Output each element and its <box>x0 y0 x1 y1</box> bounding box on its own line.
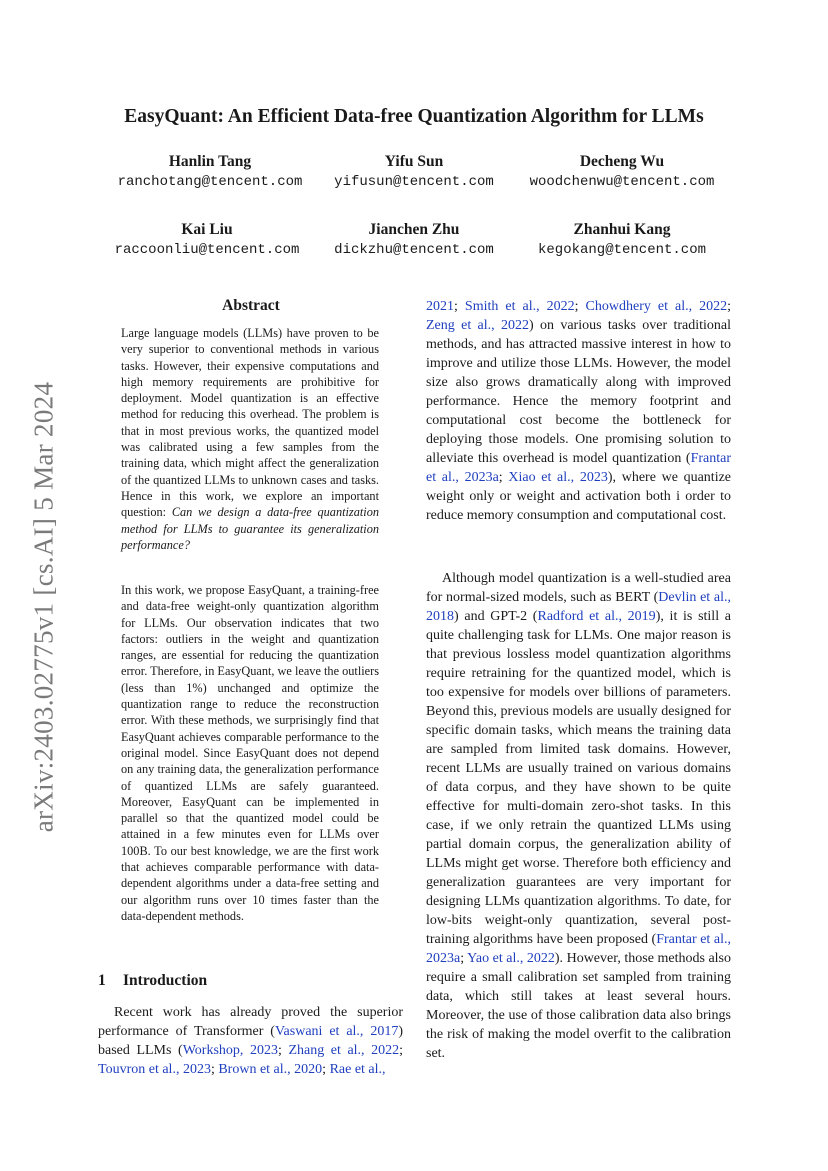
citation-link[interactable]: Xiao et al., 2023 <box>508 470 608 485</box>
citation-link[interactable]: Yao et al., 2022 <box>467 951 555 966</box>
section-number: 1 <box>98 972 106 989</box>
author-block <box>492 152 752 192</box>
abstract-paragraph-1 <box>121 325 379 553</box>
section-title: Introduction <box>123 972 208 989</box>
citation-link[interactable]: Zeng et al., 2022 <box>426 318 529 333</box>
citation-link[interactable]: Devlin et al., 2018 <box>426 590 731 624</box>
citation-link[interactable]: Chowdhery et al., 2022 <box>585 299 728 314</box>
citation-link[interactable]: Zhang et al., 2022 <box>288 1043 400 1058</box>
abstract-question: Can we design a data-free quantization method for LLMs to guarantee its generalization performance? <box>121 505 379 552</box>
citation-link[interactable]: Rae et al., <box>329 1062 386 1077</box>
author-email[interactable]: raccoonliu@tencent.com <box>114 242 300 258</box>
citation-link[interactable]: Brown et al., 2020 <box>218 1062 323 1077</box>
author-name: Yifu Sun <box>384 153 444 170</box>
author-name: Jianchen Zhu <box>368 221 460 238</box>
abstract-paragraph-2 <box>121 582 379 924</box>
abstract-heading: Abstract <box>222 297 280 314</box>
citation-link[interactable]: Touvron et al., 2023 <box>98 1062 211 1077</box>
section-heading <box>98 972 207 990</box>
author-email[interactable]: yifusun@tencent.com <box>334 174 494 190</box>
citation-link[interactable]: Smith et al., 2022 <box>464 299 575 314</box>
citation-link[interactable]: 2021 <box>426 299 454 314</box>
intro-right-paragraph-1: 2021; Smith et al., 2022; Chowdhery et al., 2022; Zeng et al., 2022) on various tasks over traditional methods, and has attracted massive interest in how to improve and utilize those LLMs. However, the model size also grows dramatically along with improved performance. Hence the memory footprint and computational cost become the bottleneck for deploying those models. One promising solution to alleviate this overhead is model quantization (Frantar et al., 2023a; Xiao et al., 2023), where we quantize weight only or weight and activation both i order to reduce memory consumption and computational cost. <box>426 299 732 523</box>
citation-link[interactable]: Frantar et al., 2023a <box>426 932 731 966</box>
citation-link[interactable]: Vaswani et al., 2017 <box>274 1024 399 1039</box>
citation-link[interactable]: Frantar et al., 2023a <box>426 451 731 485</box>
intro-left-column: Recent work has already proved the superior performance of Transformer (Vaswani et al., 2017) based LLMs (Workshop, 2023; Zhang et al., 2022; Touvron et al., 2023; Brown et al., 2020; Rae et al., <box>98 1005 404 1077</box>
citation-link[interactable]: Workshop, 2023 <box>182 1043 278 1058</box>
arxiv-sidebar-stamp <box>26 372 62 842</box>
arxiv-identifier: arXiv:2403.02775v1 [cs.AI] 5 Mar 2024 <box>28 381 59 833</box>
author-name: Kai Liu <box>181 221 233 238</box>
paper-title: EasyQuant: An Efficient Data-free Quantization Algorithm for LLMs <box>124 106 704 127</box>
author-email[interactable]: dickzhu@tencent.com <box>334 242 494 258</box>
intro-right-paragraph-2: Although model quantization is a well-studied area for normal-sized models, such as BERT (Devlin et al., 2018) and GPT-2 (Radford et al., 2019), it is still a quite challenging task for LLMs. One major reason is that previous lossless model quantization algorithms require retraining for the quantized model, which is too expensive for models over billions of parameters. Beyond this, previous models are usually designed for specific domain tasks, which means the training data are sampled from limited task domains. However, recent LLMs are usually trained on various domains of data corpus, and they have shown to be quite effective for multi-domain zero-shot tasks. In this case, if we only retrain the quantized LLMs using partial domain corpus, the generalization ability of LLMs might get worse. Therefore both efficiency and generalization guarantees are very important for designing LLMs quantization algorithms. To date, for low-bits weight-only quantization, several post-training algorithms have been proposed (Frantar et al., 2023a; Yao et al., 2022). However, those methods also require a small calibration set sampled from training data, which still takes at least several hours. Moreover, the use of those calibration data also brings the risk of making the model overfit to the calibration set. <box>426 571 731 1061</box>
author-name: Decheng Wu <box>579 153 665 170</box>
author-email[interactable]: kegokang@tencent.com <box>537 242 707 258</box>
abstract-text: Large language models (LLMs) have proven to be very superior to conventional methods in various tasks. However, their expensive computations and high memory requirements are prohibitive for deployment. Model quantization is an effective method for reducing this overhead. The problem is that in most previous works, the quantized model was calibrated using a few samples from the training data, which might affect the generalization of the quantized LLMs to unknown cases and tasks. Hence in this work, we explore an important question: <box>121 326 379 520</box>
author-email[interactable]: woodchenwu@tencent.com <box>529 174 715 190</box>
author-name: Hanlin Tang <box>168 153 252 170</box>
author-block <box>492 220 752 260</box>
author-name: Zhanhui Kang <box>573 221 671 238</box>
abstract-text: In this work, we propose EasyQuant, a training-free and data-free weight-only quantization algorithm for LLMs. Our observation indicates that two factors: outliers in the weight and quantization ranges, are essential for reducing the quantization error. Therefore, in EasyQuant, we leave the outliers (less than 1%) unchanged and optimize the quantization range to reduce the reconstruction error. With these methods, we surprisingly find that EasyQuant achieves comparable performance to the original model. Since EasyQuant does not depend on any training data, the generalization performance of quantized LLMs are safely guaranteed. Moreover, EasyQuant can be implemented in parallel so that the quantized model could be attained in a few minutes even for LLMs over 100B. To our best knowledge, we are the first work that achieves comparable performance with data-dependent algorithms under a data-free setting and our algorithm runs over 10 times faster than the data-dependent methods. <box>121 583 379 923</box>
author-email[interactable]: ranchotang@tencent.com <box>117 174 303 190</box>
citation-link[interactable]: Radford et al., 2019 <box>537 609 656 624</box>
